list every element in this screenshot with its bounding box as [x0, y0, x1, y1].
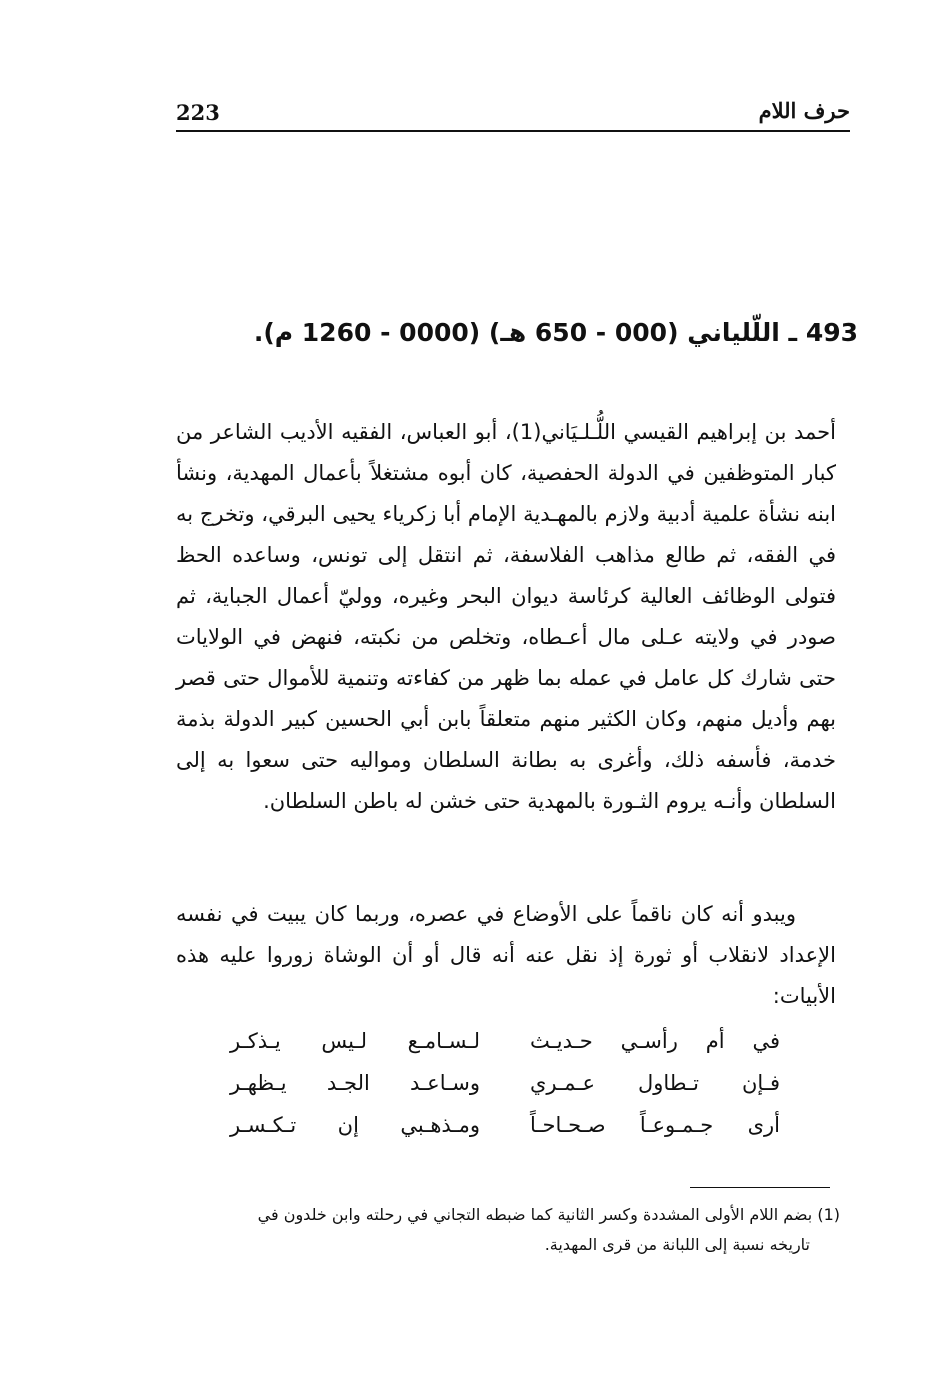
footnote-line: (1) بضم اللام الأولى المشددة وكسر الثانية كما ضبطه التجاني في رحلته وابن خلدون في: [257, 1205, 840, 1224]
text-line: وتخلص من نكبته، فنهض في الولايات حتى شارك كل عامل في عمله بما: [176, 625, 836, 690]
verse-second-hemistich: ومـذهـبي إن تـكـسـر: [230, 1113, 480, 1137]
footnote-line: تاريخه نسبة إلى اللبانة من قرى المهدية.: [544, 1235, 810, 1254]
text-line: المهدية، ونشأ ابنه نشأة علمية أدبية ولازم بالمهـدية الإمام أبا زكرياء: [176, 461, 836, 526]
footnote-divider: [690, 1187, 830, 1188]
poem-verse: [230, 1062, 780, 1104]
footnote: [176, 1200, 840, 1260]
text-line: متعلقاً بابن أبي الحسين كبير الدولة بذمة خدمة، فأسفه ذلك، وأغرى به: [176, 707, 837, 772]
text-line: أحمد بن إبراهيم القيسي اللُّـلـيَاني(1)، أبو العباس، الفقيه الأديب: [279, 420, 836, 444]
poem-verse: [230, 1104, 780, 1146]
entry-title: 493 ـ اللّلياني (000 - 650 هـ) (0000 - 1260 م).: [253, 318, 858, 347]
page-header: [176, 98, 850, 132]
verse-second-hemistich: وسـاعـد الجـد يـظهـر: [230, 1071, 480, 1095]
text-line: ويبدو أنه كان ناقماً على الأوضاع في عصره، وربما كان يبيت في: [230, 902, 796, 926]
text-line: ظهر من كفاءته وتنمية للأموال حتى قصر بهم وأديل منهم، وكان الكثير منهم: [176, 666, 836, 731]
page-number: 223: [176, 100, 220, 125]
text-line: الشاعر من كبار المتوظفين في الدولة الحفصية، كان أبوه مشتغلاً بأعمال: [176, 420, 836, 485]
verse-second-hemistich: لـسـامـع لـيس يـذكـر: [230, 1029, 480, 1053]
biography-paragraph: [176, 412, 836, 822]
text-line: بطانة السلطان ومواليه حتى سعوا به إلى السلطان وأنـه يروم الثـورة: [176, 748, 836, 813]
text-line: نفسه الإعداد لانقلاب أو ثورة إذ نقل عنه أنه قال أو أن الوشاة زوروا: [176, 902, 836, 967]
running-title: حرف اللام: [758, 98, 850, 123]
text-line: وغيره، ووليّ أعمال الجباية، ثم صودر في ولايته عـلى مال أعـطاه،: [176, 584, 836, 649]
verse-first-hemistich: فـإن تـطاول عـمـري: [530, 1071, 780, 1095]
verse-first-hemistich: أرى جـمـوعـاً صـحـاحـاً: [530, 1113, 780, 1137]
text-line: بالمهدية حتى خشن له باطن السلطان.: [263, 789, 596, 813]
context-paragraph: [176, 894, 836, 1017]
text-line: يحيى البرقي، وتخرج به في الفقه، ثم طالع مذاهب الفلاسفة، ثم انتقل: [176, 502, 836, 567]
text-line: إلى تونس، وساعده الحظ فتولى الوظائف العالية كرئاسة ديوان البحر: [176, 543, 836, 608]
poem: [230, 1020, 780, 1146]
poem-verse: [230, 1020, 780, 1062]
verse-first-hemistich: في أم رأسـي حـديـث: [530, 1029, 780, 1053]
text-line: عليه هذه الأبيات:: [176, 943, 836, 1008]
